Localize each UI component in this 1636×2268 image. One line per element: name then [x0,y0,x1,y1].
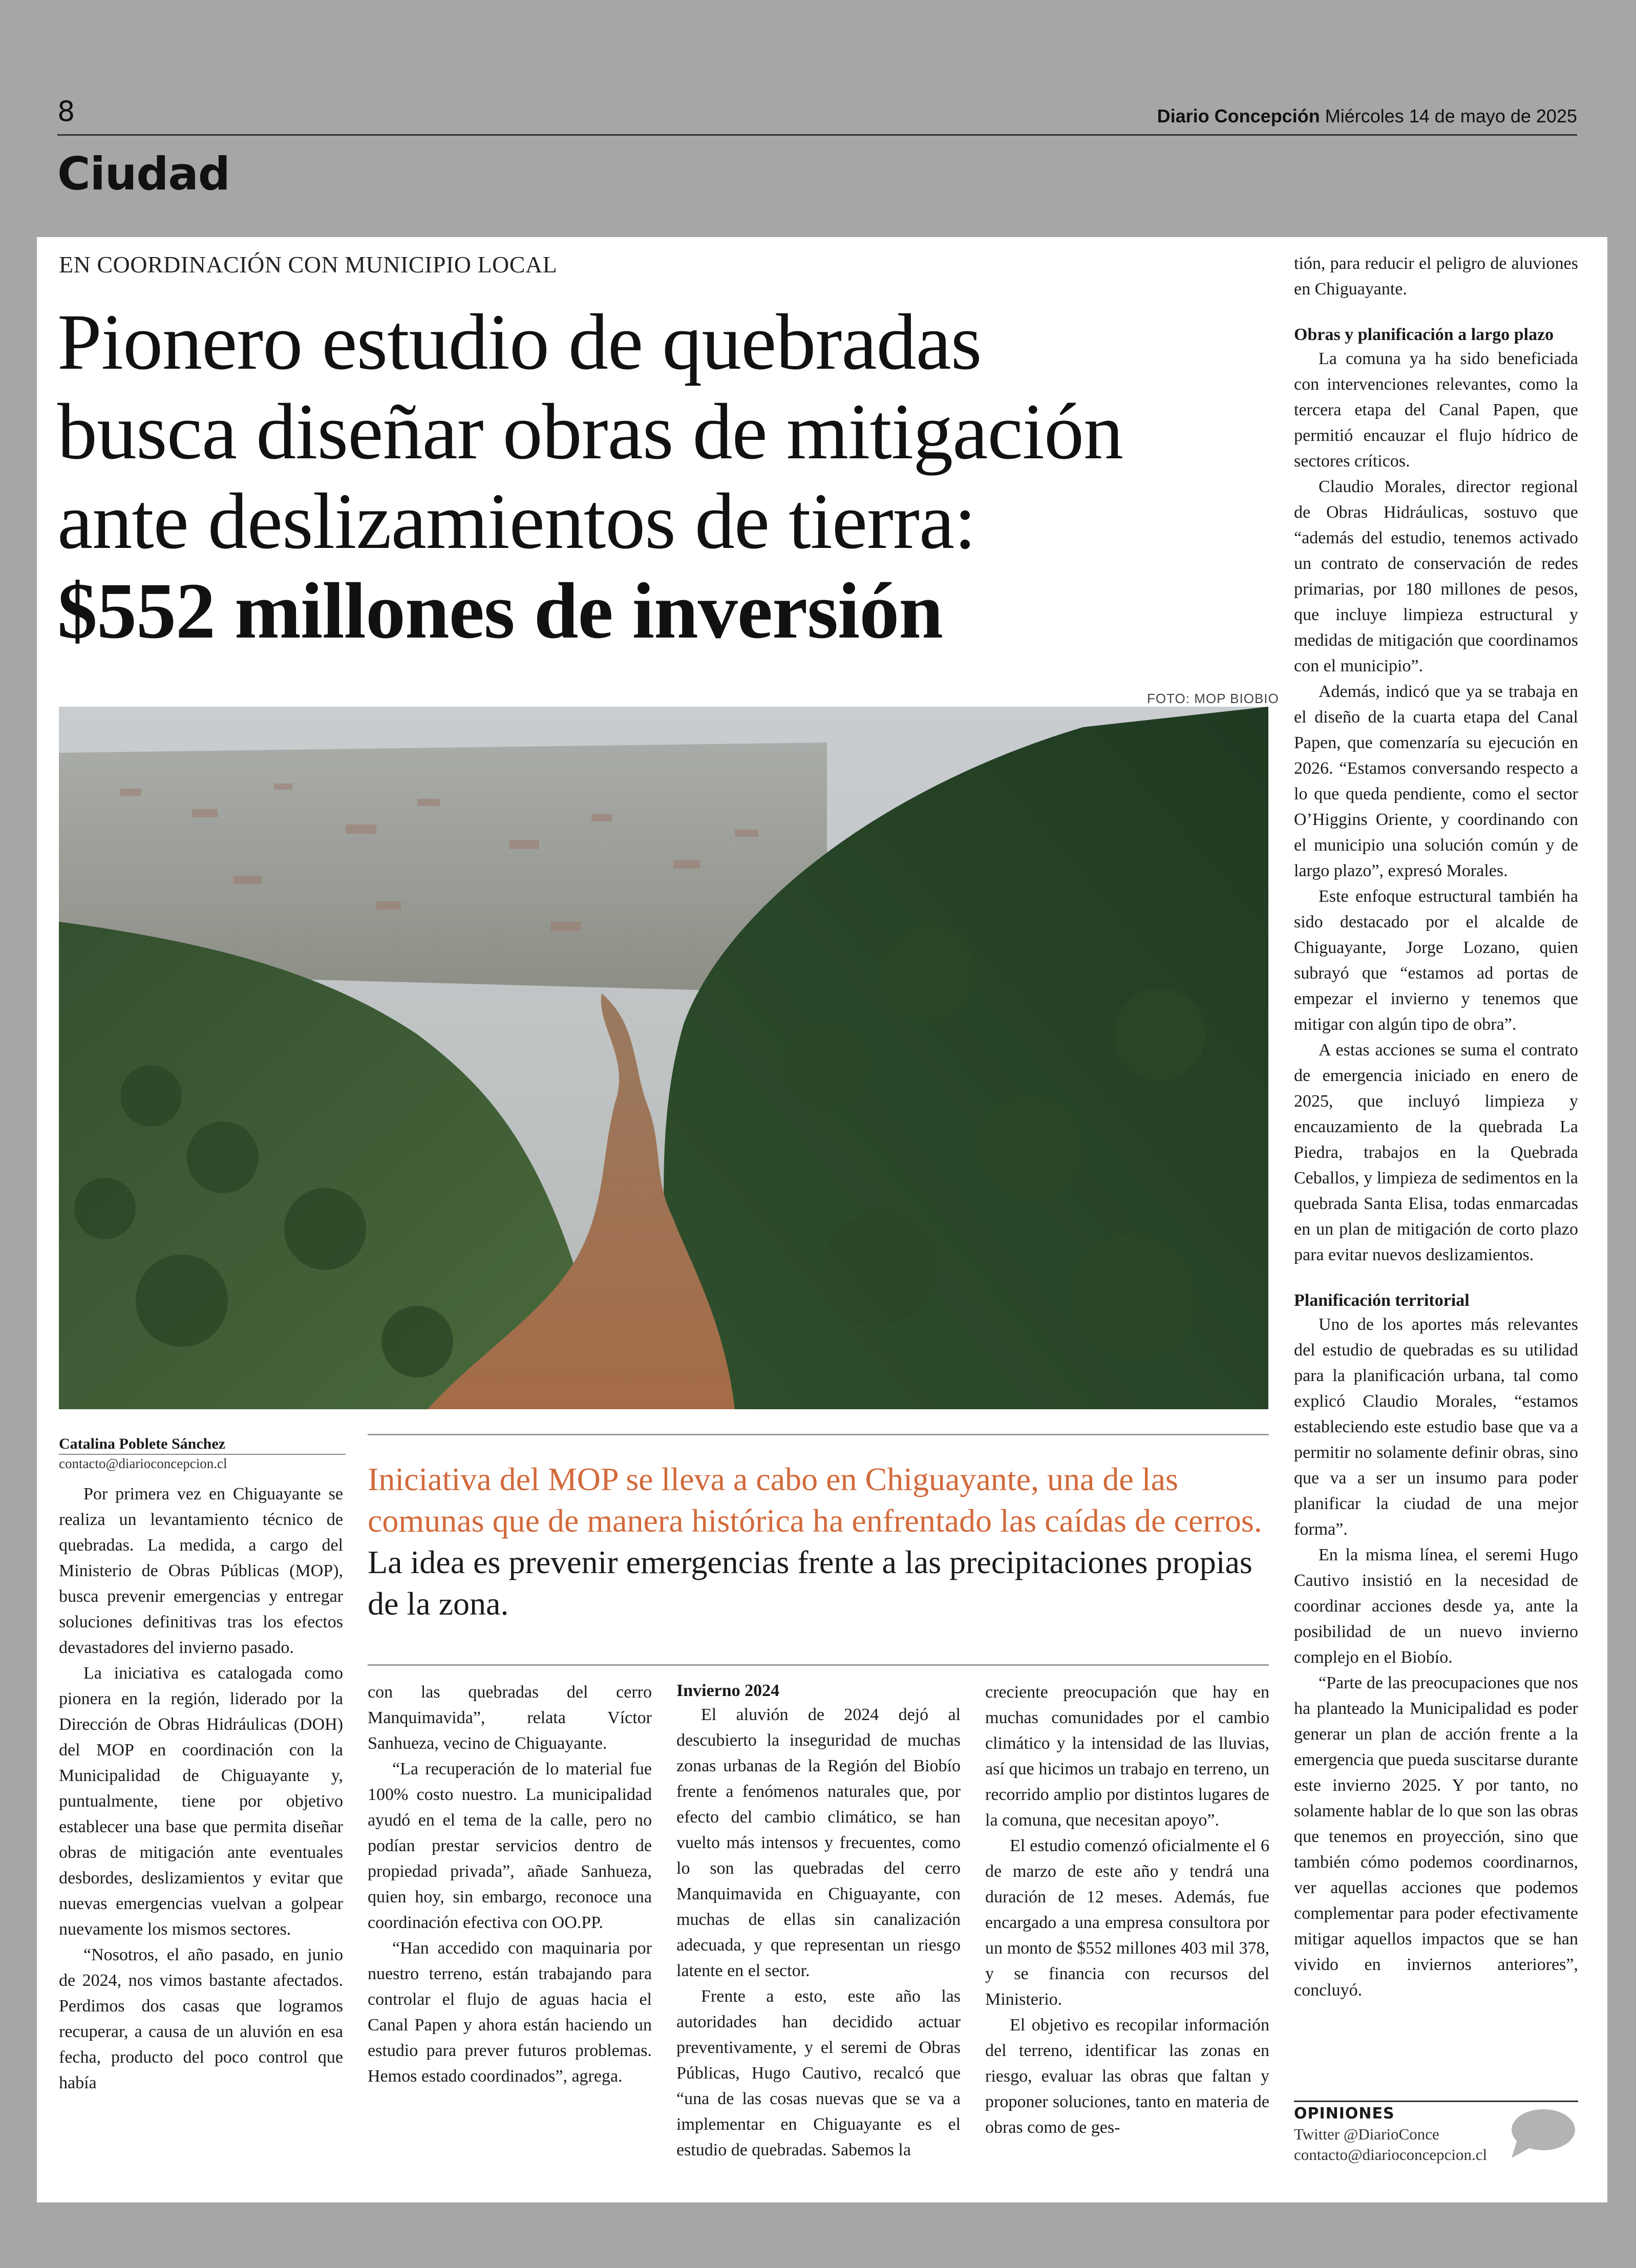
subheading: Planificación territorial [1294,1291,1470,1310]
deck-rule-top [368,1434,1269,1435]
paragraph: Por primera vez en Chiguayante se realiza un levantamiento técnico de quebradas. La medida, a cargo del Ministerio de Obras Públicas (MOP), busca prevenir emergencias y entregar soluciones definitivas tras los efectos devastadores del invierno pasado. [59,1485,343,1657]
paragraph: Frente a esto, este año las autoridades han decidido actuar preventivamente, y el seremi de Obras Públicas, Hugo Cautivo, recalcó que “una de las cosas nuevas que se va a implementar en Chiguayante es el estudio de quebradas. Sabemos la [676,1987,961,2159]
opinions-rule [1294,2101,1578,2102]
landslide-photo-illustration [59,707,1268,1409]
deck-highlight: Iniciativa del MOP se lleva a cabo en Chiguayante, una de las comunas que de manera histórica ha enfrentado las caídas de cerros. [368,1461,1262,1539]
deck-rule-bottom [368,1664,1269,1666]
paragraph: Claudio Morales, director regional de Obras Hidráulicas, sostuvo que “además del estudio, tenemos activado un contrato de conservación de redes primarias, por 180 millones de pesos, que incluye limpieza estructural y medidas de mitigación que coordinamos con el municipio”. [1294,477,1578,675]
subheading: Obras y planificación a largo plazo [1294,325,1554,344]
paragraph: Este enfoque estructural también ha sido destacado por el alcalde de Chiguayante, Jorge Lozano, quien subrayó que “estamos ad portas de empezar el invierno y tenemos que mitigar con algún tipo de obra”. [1294,887,1578,1034]
paper-name: Diario Concepción [1157,105,1320,126]
kicker: EN COORDINACIÓN CON MUNICIPIO LOCAL [59,251,558,278]
paragraph: “La recuperación de lo material fue 100% costo nuestro. La municipalidad ayudó en el tema de la calle, pero no podían prestar servicios dentro de propiedad privada”, añade Sanhueza, quien hoy, sin embargo, reconoce una coordinación efectiva con OO.PP. [368,1760,652,1932]
masthead [1157,105,1577,127]
column-4 [985,1680,1269,2140]
photo-credit: FOTO: MOP BIOBIO [1147,691,1279,706]
paragraph: A estas acciones se suma el contrato de emergencia iniciado en enero de 2025, que incluyó limpieza y encauzamiento de la quebrada La Piedra, trabajos en la Quebrada Ceballos, y limpieza de sedimentos en la quebrada Santa Elisa, todas enmarcadas en un plan de mitigación de corto plazo para evitar nuevos deslizamientos. [1294,1041,1578,1264]
subheading: Invierno 2024 [676,1681,780,1700]
deck [368,1458,1269,1624]
paragraph: “Parte de las preocupaciones que nos ha planteado la Municipalidad es poder generar un plan de acción frente a la emergencia que pueda suscitarse durante este invierno 2025. Y por tanto, no solamente hablar de lo que son las obras que tenemos en proyección, sino que también cómo podemos coordinarnos, ver aquellas acciones que podemos complementar para poder efectivamente mitigar aquellos impactos que se han vivido en inviernos anteriores”, concluyó. [1294,1673,1578,2000]
paragraph: El estudio comenzó oficialmente el 6 de marzo de este año y tendrá una duración de 12 meses. Además, fue encargado a una empresa consultora por un monto de $552 millones 403 mil 378, y se financia con recursos del Ministerio. [985,1836,1269,2009]
column-2 [368,1680,652,2089]
author-email: contacto@diarioconcepcion.cl [59,1454,346,1472]
paragraph: En la misma línea, el seremi Hugo Cautivo insistió en la necesidad de coordinar acciones desde ya, ante la posibilidad de un nuevo invierno complejo en el Biobío. [1294,1545,1578,1667]
deck-rest: La idea es prevenir emergencias frente a las precipitaciones propias de la zona. [368,1544,1252,1622]
paragraph: “Nosotros, el año pasado, en junio de 2024, nos vimos bastante afectados. Perdimos dos casas que logramos recuperar, a causa de un aluvión en esa fecha, producto del poco control que había [59,1945,343,2092]
paragraph: creciente preocupación que hay en muchas comunidades por el cambio climático y la intensidad de las lluvias, así que hicimos un trabajo en terreno, un recorrido amplio por distintos lugares de la comuna, que necesitan apoyo”. [985,1683,1269,1830]
paragraph: “Han accedido con maquinaria por nuestro terreno, están trabajando para controlar el flujo de aguas hacia el Canal Papen y ahora están haciendo un estudio para prever futuros problemas. Hemos estado coordinados”, agrega. [368,1939,652,2086]
headline-line: busca diseñar obras de mitigación [57,387,1123,476]
column-1 [59,1481,343,2096]
paragraph: tión, para reducir el peligro de aluviones en Chiguayante. [1294,254,1578,299]
paragraph: La comuna ya ha sido beneficiada con intervenciones relevantes, como la tercera etapa del Canal Papen, que permitió encauzar el flujo hídrico de sectores críticos. [1294,349,1578,471]
headline-line: ante deslizamientos de tierra: [57,477,976,565]
byline [59,1435,346,1472]
paragraph: La iniciativa es catalogada como pionera en la región, liderado por la Dirección de Obras Hidráulicas (DOH) del MOP en coordinación con la Municipalidad de Chiguayante y, puntualmente, tiene por objetivo establecer una base que permita diseñar obras de mitigación ante eventuales desbordes, deslizamientos y evitar que nuevas emergencias vuelvan a golpear nuevamente los mismos sectores. [59,1664,343,1939]
headline-line-bold: $552 millones de inversión [57,566,943,655]
headline [57,297,1286,655]
paragraph: Además, indicó que ya se trabaja en el diseño de la cuarta etapa del Canal Papen, que comenzaría su ejecución en 2026. “Estamos conversando respecto a lo que queda pendiente, como el sector O’Higgins Oriente, y coordinando con el municipio una solución común y de largo plazo”, expresó Morales. [1294,682,1578,880]
opinions-label: OPINIONES [1294,2105,1395,2123]
column-5 [1294,251,1578,2003]
header-rule [57,134,1577,136]
paragraph: con las quebradas del cerro Manquimavida”, relata Víctor Sanhueza, vecino de Chiguayante. [368,1683,652,1753]
paragraph: El objetivo es recopilar información del terreno, identificar las zonas en riesgo, evaluar las obras que faltan y proponer soluciones, tanto en materia de obras como de ges- [985,2016,1269,2137]
landslide-photo [59,707,1268,1409]
headline-line: Pionero estudio de quebradas [57,298,982,386]
column-3 [676,1680,961,2163]
section-title: Ciudad [57,147,230,200]
issue-date: Miércoles 14 de mayo de 2025 [1325,105,1577,126]
page-number: 8 [57,95,75,128]
paragraph: Uno de los aportes más relevantes del estudio de quebradas es su utilidad para la planificación urbana, tal como explicó Claudio Morales, “estamos estableciendo este estudio base que va a permitir no solamente definir obras, sino que va a ser un insumo para poder planificar la ciudad de una mejor forma”. [1294,1315,1578,1539]
opinions-twitter: Twitter @DiarioConce [1294,2125,1439,2143]
opinions-email: contacto@diarioconcepcion.cl [1294,2146,1488,2164]
paragraph: El aluvión de 2024 dejó al descubierto la inseguridad de muchas zonas urbanas de la Región del Biobío frente a fenómenos naturales que, por efecto del cambio climático, se han vuelto más intensos y frecuentes, como lo son las quebradas del cerro Manquimavida en Chiguayante, con muchas de ellas sin canalización adecuada, y que representan un riesgo latente en el sector. [676,1705,961,1980]
author-name: Catalina Poblete Sánchez [59,1435,225,1452]
speech-bubble-icon [1507,2107,1576,2160]
